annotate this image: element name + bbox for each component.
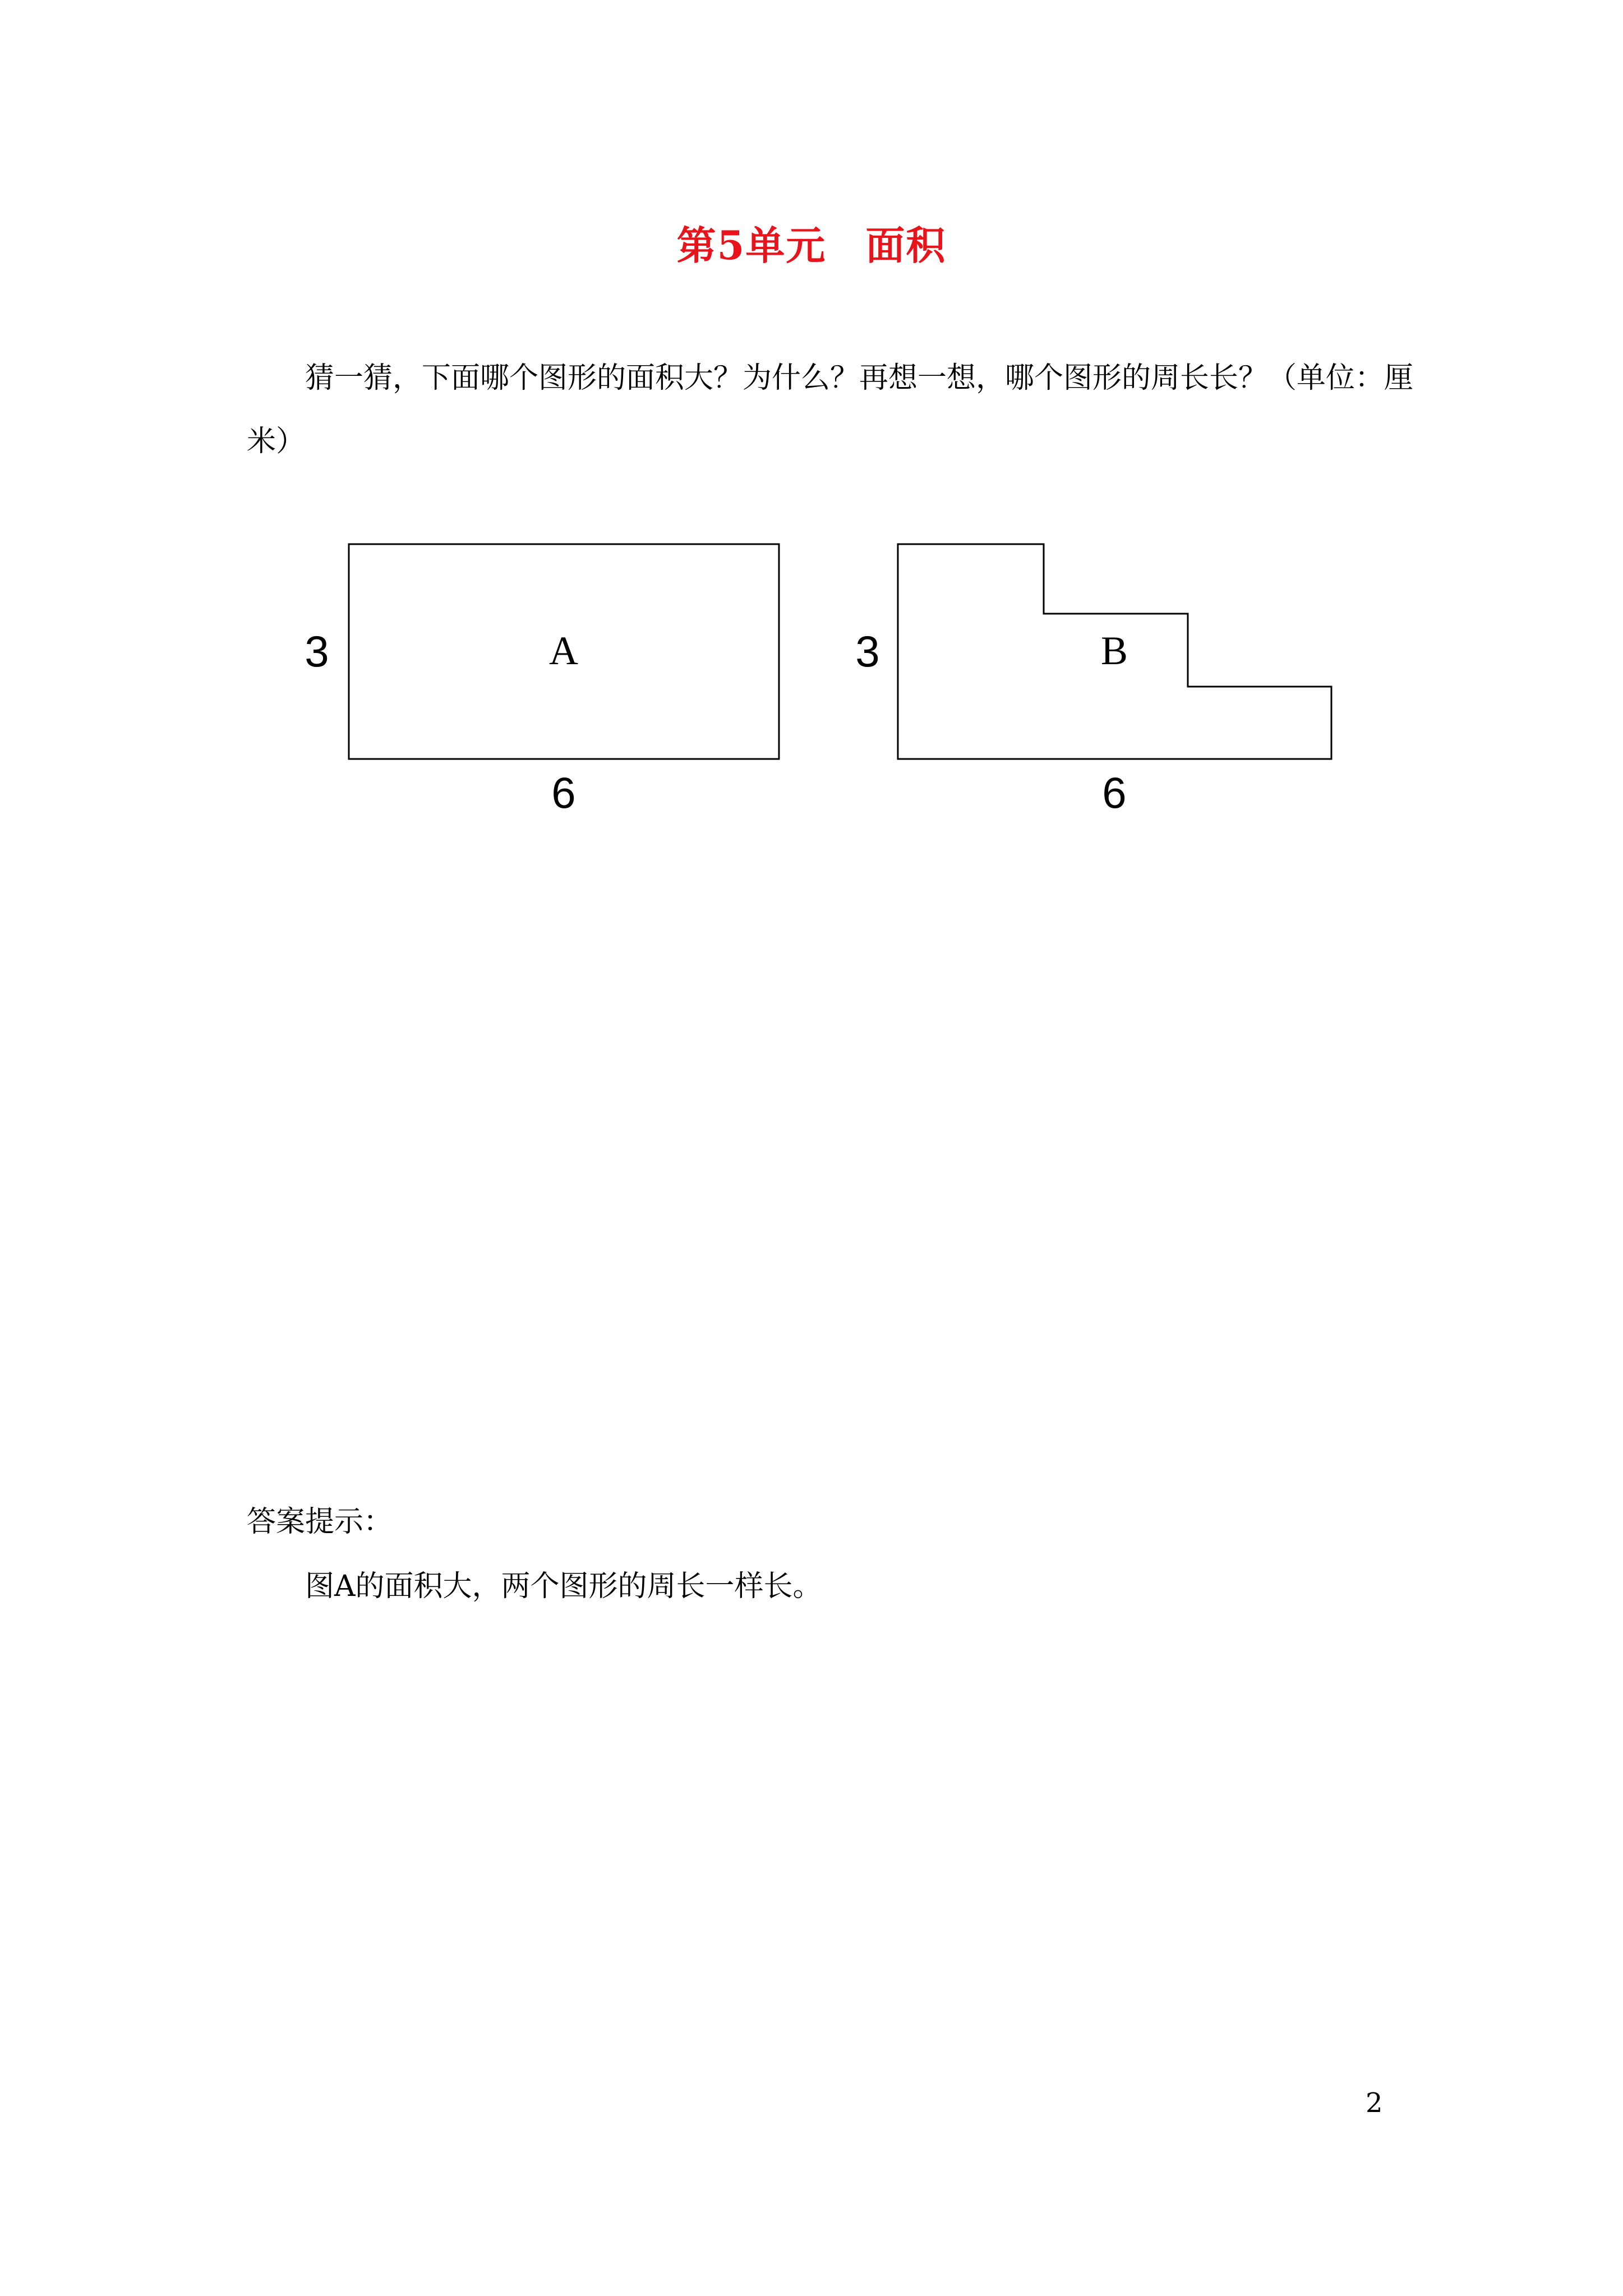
question-line-1: 猜一猜，下面哪个图形的面积大？为什么？再想一想，哪个图形的周长长？（单位：厘	[305, 361, 1414, 395]
answer-text: 图A的面积大，两个图形的周长一样长。	[305, 1570, 822, 1603]
title-topic: 面积	[865, 222, 947, 269]
title-unit: 第5单元	[676, 222, 827, 269]
page-number: 2	[1366, 2087, 1383, 2119]
answer-heading: 答案提示：	[247, 1505, 393, 1539]
shape-b-label: B	[1100, 628, 1128, 673]
shape-b-width-label: 6	[1102, 768, 1127, 817]
shape-a-height-label: 3	[305, 627, 329, 676]
shape-b-height-label: 3	[855, 627, 880, 676]
question-line-2: 米）	[247, 425, 306, 458]
shape-a-label: A	[549, 628, 578, 673]
shape-a-width-label: 6	[551, 768, 576, 817]
